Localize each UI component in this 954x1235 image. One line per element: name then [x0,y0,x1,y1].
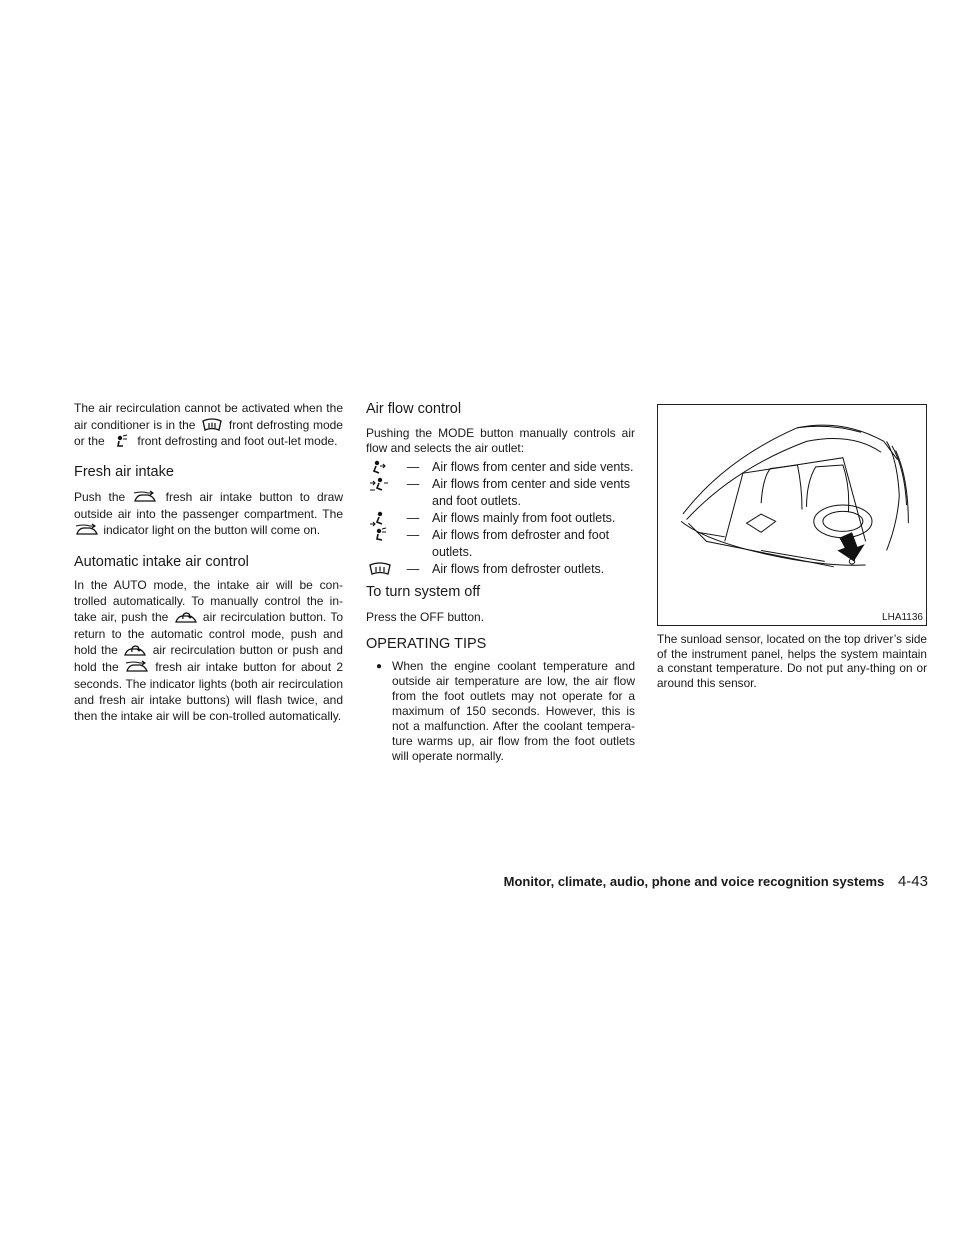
bi-level-icon [366,476,394,493]
fresh-air-indicator-icon [74,523,100,539]
sunload-sensor-figure [657,404,927,626]
page-number: 4-43 [897,873,928,890]
recirculation-icon [122,643,148,659]
mode-row-vent: — Air flows from center and side vents. [366,459,635,476]
air-flow-heading: Air flow control [366,401,462,417]
auto-intake-paragraph: In the AUTO mode, the intake air will be con-trolled automatically. To manually control the in-take air, push the air recirculation button. To return to the automatic control mode, push and hold the air recirculation button or push and hold the fresh air intake button for about 2 seconds. The indicator lights (both air recirculation and fresh air intake buttons) will flash twice, and then the intake air will be con-trolled automatically. [74,578,344,723]
bullet-icon: ● [375,660,383,672]
vent-icon [366,459,394,476]
figure-code: LHA1136 [882,612,923,623]
column-left [74,400,343,724]
recirculation-note: The air recirculation cannot be activated when the air conditioner is in the front defrosting mode or the front defrosting and foot out-let mode. [74,401,343,449]
column-right [657,404,927,690]
mode-row-bi-level: — Air flows from center and side vents and foot outlets. [366,476,635,510]
column-middle [366,400,635,764]
mode-row-foot: — Air flows mainly from foot outlets. [366,510,635,527]
defrost-foot-icon [366,527,394,544]
fresh-air-heading: Fresh air intake [74,464,174,481]
recirculation-icon [173,610,199,626]
mode-row-defrost-foot: — Air flows from defroster and foot outlets. [366,527,635,561]
system-off-text: Press the OFF button. [366,610,485,624]
operating-tips-heading: OPERATING TIPS [366,635,487,652]
air-flow-intro: Pushing the MODE button manually controls air flow and selects the air outlet: [366,426,635,455]
section-title: Monitor, climate, audio, phone and voice recognition systems [503,874,885,889]
fresh-air-icon [132,490,158,506]
defrost-foot-icon [108,434,134,450]
defrost-icon [366,561,394,578]
system-off-heading: To turn system off [366,584,481,600]
mode-list [366,459,635,578]
list-item: ● When the engine coolant temperature and outside air temperature are low, the air flow from the foot outlets may not operate for a maximum of 150 seconds. However, this is not a malfunction. After the coolant tempera-ture warms up, air flow from the foot outlets will operate normally. [366,659,635,764]
foot-icon [366,510,394,527]
figure-caption: The sunload sensor, located on the top driver’s side of the instrument panel, helps the system maintain a constant temperature. Do not put any-thing on or around this sensor. [657,632,927,690]
dashboard-illustration [658,405,926,605]
mode-row-defrost: — Air flows from defroster outlets. [366,561,635,578]
page-footer [504,873,928,890]
defrost-icon [199,417,225,433]
fresh-air-icon [124,660,150,676]
fresh-air-paragraph: Push the fresh air intake button to draw outside air into the passenger compartment. The indicator light on the button will come on. [74,490,344,538]
auto-intake-heading: Automatic intake air control [74,554,249,571]
